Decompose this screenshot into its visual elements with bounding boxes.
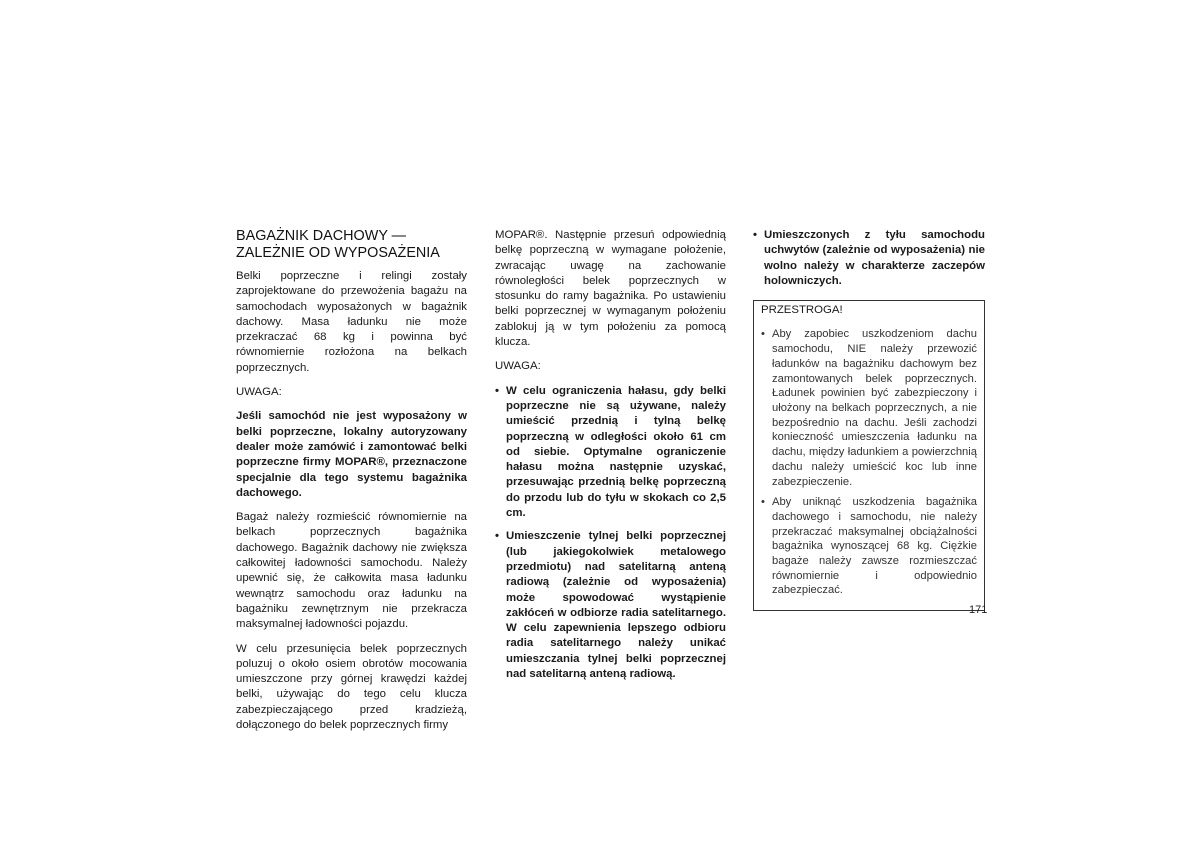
- list-item: • Umieszczenie tylnej belki poprzecznej (lub jakiegokolwiek metalowego przedmiotu) nad satelitarną anteną radiową (zależnie od wyposażenia) może spowodować wystąpienie zakłóceń w odbiorze radia satelitarnego. W celu zapewnienia lepszego odbioru radia satelitarnego należy unikać umieszczania tylnej belki poprzecznej nad satelitarną anteną radiową.: [495, 529, 726, 682]
- note-label: UWAGA:: [236, 386, 282, 399]
- caution-title: PRZESTROGA!: [761, 304, 843, 317]
- crossbar-move-paragraph: W celu przesunięcia belek poprzecznych poluzuj o około osiem obrotów mocowania umieszczone przy górnej krawędzi każdej belki, używając do tego celu klucza zabezpieczającego przed kradzieżą, dołączonego do belek poprzecznych firmy: [236, 642, 467, 732]
- towing-bullet-list: [753, 228, 985, 289]
- list-item: • Aby uniknąć uszkodzenia bagażnika dachowego i samochodu, nie należy przekraczać maksymalnej obciążalności bagażnika wynoszącej 68 kg. Ciężkie bagaże należy zawsze rozmieszczać równomiernie i odpowiednio zabezpieczać.: [761, 495, 977, 598]
- list-item: • Umieszczonych z tyłu samochodu uchwytów (zależnie od wyposażenia) nie wolno należy w charakterze zaczepów holowniczych.: [753, 228, 985, 289]
- caution-bullet-list: [761, 327, 977, 598]
- column-middle: [495, 228, 726, 690]
- column-left: [236, 228, 467, 742]
- page-title: BAGAŻNIK DACHOWY — ZALEŻNIE OD WYPOSAŻENIA: [236, 228, 440, 261]
- caution-box: [753, 300, 985, 611]
- intro-paragraph: Belki poprzeczne i relingi zostały zaprojektowane do przewożenia bagażu na samochodach wyposażonych w bagażnik dachowy. Masa ładunku nie może przekraczać 68 kg i powinna być równomiernie rozłożona na belkach poprzecznych.: [236, 270, 467, 374]
- list-item: • Aby zapobiec uszkodzeniom dachu samochodu, NIE należy przewozić ładunków na bagażniku dachowym bez zamontowanych belek poprzecznych. Ładunek powinien być zabezpieczony i ułożony na belkach poprzecznych, a nie bezpośrednio na dachu. Jeśli zachodzi konieczność umieszczenia ładunku na dachu, między ładunkiem a powierzchnią dachu należy umieścić koc lub inne zabezpieczenie.: [761, 327, 977, 489]
- note-bullet-list: [495, 384, 726, 683]
- note-label-2: UWAGA:: [495, 360, 541, 373]
- note-text: Jeśli samochód nie jest wyposażony w belki poprzeczne, lokalny autoryzowany dealer może zamówić i zamontować belki poprzeczne firmy MOPAR®, przeznaczone specjalnie dla tego systemu bagażnika dachowego.: [236, 410, 467, 499]
- list-item: • W celu ograniczenia hałasu, gdy belki poprzeczne nie są używane, należy umieścić przednią i tylną belkę poprzeczną w odległości około 61 cm od siebie. Optymalne ograniczenie hałasu można następnie uzyskać, przesuwając przednią belkę poprzeczną do przodu lub do tyłu w skokach co 2,5 cm.: [495, 384, 726, 522]
- crossbar-continue-paragraph: MOPAR®. Następnie przesuń odpowiednią belkę poprzeczną w wymagane położenie, zwracając uwagę na zachowanie równoległości belek poprzecznych w stosunku do ramy bagażnika. Po ustawieniu belki poprzecznej w wymaganym położeniu zablokuj ją w tym położeniu za pomocą klucza.: [495, 229, 726, 349]
- page-number: 171: [969, 604, 988, 616]
- column-right: [753, 228, 985, 611]
- load-paragraph: Bagaż należy rozmieścić równomiernie na belkach poprzecznych bagażnika dachowego. Bagażnik dachowy nie zwiększa całkowitej ładowności samochodu. Należy upewnić się, że całkowita masa ładunku wewnątrz samochodu oraz ładunku na bagażniku zewnętrznym nie przekracza maksymalnej ładowności pojazdu.: [236, 511, 467, 631]
